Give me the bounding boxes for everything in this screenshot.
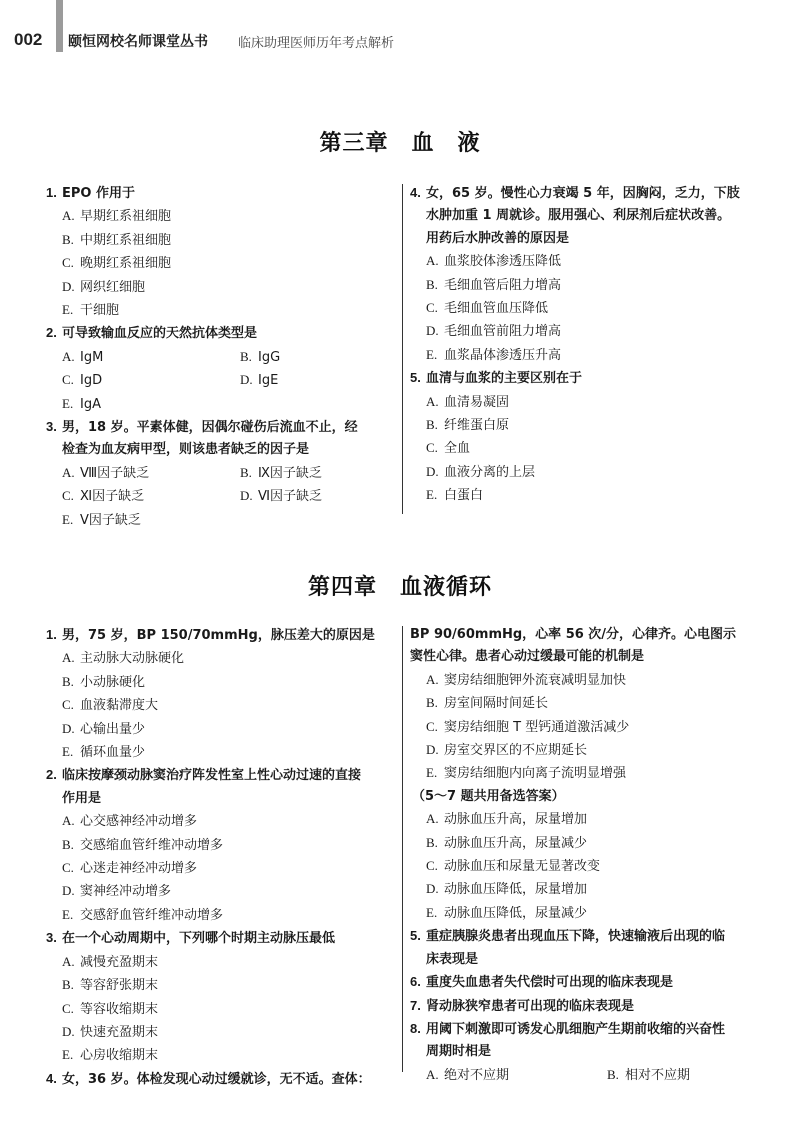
option-text: Ⅷ因子缺乏 bbox=[80, 465, 150, 481]
answer-option bbox=[410, 414, 770, 437]
answer-option bbox=[46, 647, 402, 670]
question-number: 5. bbox=[410, 928, 421, 944]
option-text: IgM bbox=[80, 349, 104, 365]
answer-option bbox=[224, 346, 402, 369]
option-letter: B. bbox=[62, 836, 74, 852]
option-row bbox=[46, 393, 402, 416]
option-text: 窦房结细胞内向离子流明显增强 bbox=[444, 766, 627, 782]
option-letter: B. bbox=[240, 464, 252, 480]
question-text: 可导致输血反应的天然抗体类型是 bbox=[62, 326, 258, 342]
series-title: 颐恒网校名师课堂丛书 bbox=[68, 34, 208, 50]
question-stem-continued bbox=[410, 949, 772, 971]
answer-option bbox=[46, 299, 402, 322]
option-text: 中期红系祖细胞 bbox=[80, 232, 172, 248]
option-letter: D. bbox=[62, 1023, 75, 1039]
chapter-3-left-column bbox=[46, 182, 402, 532]
option-text: 主动脉大动脉硬化 bbox=[80, 651, 185, 667]
question-stem-continued bbox=[46, 439, 402, 461]
option-letter: C. bbox=[426, 440, 438, 456]
chapter-4-right-column bbox=[410, 624, 772, 1087]
option-letter: E. bbox=[426, 346, 438, 362]
question-stem-continued bbox=[410, 228, 770, 250]
option-text: Ⅴ因子缺乏 bbox=[80, 512, 141, 528]
option-letter: A. bbox=[62, 208, 75, 224]
option-letter: C. bbox=[62, 488, 74, 504]
question-stem bbox=[410, 182, 770, 205]
option-text: 血液黏滞度大 bbox=[80, 698, 159, 714]
option-text: 动脉血压降低，尿量减少 bbox=[444, 905, 588, 921]
question-number: 3. bbox=[46, 930, 57, 946]
answer-option bbox=[591, 1064, 772, 1087]
answer-option bbox=[410, 832, 772, 855]
option-text: 血浆胶体渗透压降低 bbox=[444, 254, 562, 270]
option-text: IgA bbox=[80, 396, 101, 412]
question-text: 女，36 岁。体检发现心动过缓就诊，无不适。查体： bbox=[62, 1071, 371, 1087]
question-stem-continued: BP 90/60mmHg，心率 56 次/分，心律齐。心电图示 bbox=[410, 627, 737, 642]
question-number: 6. bbox=[410, 974, 421, 990]
question-stem-continued bbox=[410, 1041, 772, 1063]
question-number: 1. bbox=[46, 627, 57, 642]
answer-option bbox=[410, 320, 770, 343]
answer-option bbox=[410, 762, 772, 785]
option-letter: E. bbox=[62, 511, 74, 527]
option-text: 网织红细胞 bbox=[80, 279, 146, 295]
question-text: 女，65 岁。慢性心力衰竭 5 年，因胸闷，乏力，下肢 bbox=[426, 186, 740, 201]
question-stem bbox=[410, 1018, 772, 1041]
question-stem bbox=[46, 416, 402, 439]
option-text: 心输出量少 bbox=[80, 721, 146, 737]
option-text: 房室交界区的不应期延长 bbox=[444, 743, 588, 759]
option-text: IgD bbox=[80, 373, 103, 389]
option-text: 交感舒血管纤维冲动增多 bbox=[80, 907, 224, 923]
answer-option bbox=[410, 484, 770, 507]
question-text: 床表现是 bbox=[426, 951, 479, 967]
answer-option bbox=[410, 716, 772, 739]
answer-option bbox=[46, 741, 402, 764]
option-text: 晚期红系祖细胞 bbox=[80, 256, 172, 272]
option-letter: B. bbox=[62, 231, 74, 247]
question-stem-continued bbox=[410, 205, 770, 227]
chapter-3-title: 第三章 血 液 bbox=[319, 130, 481, 156]
option-letter: D. bbox=[426, 881, 439, 897]
question-stem bbox=[410, 971, 772, 994]
option-row bbox=[46, 485, 402, 508]
answer-option bbox=[46, 671, 402, 694]
option-letter: A. bbox=[62, 650, 75, 666]
option-letter: D. bbox=[62, 278, 75, 294]
option-letter: E. bbox=[62, 302, 74, 318]
question-text: 周期时相是 bbox=[426, 1044, 492, 1060]
option-letter: E. bbox=[426, 765, 438, 781]
answer-option bbox=[46, 369, 224, 392]
option-row bbox=[46, 509, 402, 532]
option-text: 血液分离的上层 bbox=[444, 464, 536, 480]
question-number: 4. bbox=[46, 1070, 57, 1086]
chapter-4-left-column bbox=[46, 624, 402, 1091]
answer-option bbox=[410, 902, 772, 925]
answer-option bbox=[46, 393, 228, 416]
answer-option bbox=[46, 346, 224, 369]
answer-option bbox=[46, 834, 402, 857]
option-letter: A. bbox=[62, 348, 75, 364]
option-text: Ⅸ因子缺乏 bbox=[258, 465, 322, 481]
question-stem bbox=[46, 182, 402, 205]
question-stem bbox=[410, 995, 772, 1018]
option-row bbox=[410, 1064, 772, 1087]
option-letter: A. bbox=[426, 253, 439, 269]
question-stem-continued: 窦性心律。患者心动过缓最可能的机制是 bbox=[410, 649, 645, 665]
answer-option bbox=[224, 462, 402, 485]
answer-option bbox=[410, 692, 772, 715]
answer-option bbox=[410, 1064, 591, 1087]
answer-option bbox=[46, 1044, 402, 1067]
option-letter: E. bbox=[426, 487, 438, 503]
option-row bbox=[46, 369, 402, 392]
answer-option bbox=[46, 462, 224, 485]
option-letter: D. bbox=[240, 372, 253, 388]
option-text: 血浆晶体渗透压升高 bbox=[444, 347, 562, 363]
option-text: 窦房结细胞钾外流衰减明显加快 bbox=[444, 672, 627, 688]
option-text: 动脉血压和尿量无显著改变 bbox=[444, 859, 601, 875]
answer-option bbox=[410, 391, 770, 414]
answer-option bbox=[410, 274, 770, 297]
answer-option bbox=[46, 857, 402, 880]
question-text: 用阈下刺激即可诱发心肌细胞产生期前收缩的兴奋性 bbox=[426, 1021, 726, 1037]
answer-option bbox=[410, 808, 772, 831]
option-text: 血清易凝固 bbox=[444, 394, 510, 410]
option-letter: C. bbox=[426, 300, 438, 316]
answer-option bbox=[46, 694, 402, 717]
option-letter: A. bbox=[62, 464, 75, 480]
option-letter: D. bbox=[426, 463, 439, 479]
question-stem bbox=[46, 624, 402, 647]
column-divider bbox=[402, 626, 403, 1072]
option-letter: C. bbox=[426, 718, 438, 734]
answer-option bbox=[46, 998, 402, 1021]
option-letter: E. bbox=[62, 744, 74, 760]
question-number: 2. bbox=[46, 767, 57, 783]
option-text: 纤维蛋白原 bbox=[444, 418, 510, 434]
question-stem bbox=[46, 1068, 402, 1091]
option-text: 白蛋白 bbox=[444, 488, 484, 504]
option-text: 小动脉硬化 bbox=[80, 674, 146, 690]
answer-option bbox=[46, 276, 402, 299]
option-letter: B. bbox=[426, 695, 438, 711]
option-letter: E. bbox=[426, 904, 438, 920]
question-text: 临床按摩颈动脉窦治疗阵发性室上性心动过速的直接 bbox=[62, 768, 362, 784]
page-number: 002 bbox=[14, 30, 43, 49]
option-text: 全血 bbox=[444, 441, 471, 457]
option-letter: A. bbox=[426, 671, 439, 687]
option-letter: E. bbox=[62, 906, 74, 922]
option-text: 毛细血管血压降低 bbox=[444, 301, 549, 317]
question-text: EPO 作用于 bbox=[62, 186, 135, 201]
option-letter: E. bbox=[62, 1047, 74, 1063]
answer-option bbox=[224, 369, 402, 392]
question-text: 重度失血患者失代偿时可出现的临床表现是 bbox=[426, 975, 674, 991]
answer-option bbox=[410, 739, 772, 762]
question-number: 1. bbox=[46, 185, 57, 200]
answer-option bbox=[46, 485, 224, 508]
option-text: Ⅵ因子缺乏 bbox=[258, 489, 322, 505]
option-text: 动脉血压降低，尿量增加 bbox=[444, 882, 588, 898]
question-text: 检查为血友病甲型，则该患者缺乏的因子是 bbox=[62, 442, 310, 458]
option-text: 心迷走神经冲动增多 bbox=[80, 861, 198, 877]
answer-option bbox=[46, 252, 402, 275]
question-number: 4. bbox=[410, 185, 421, 200]
answer-option bbox=[410, 669, 772, 692]
option-letter: C. bbox=[62, 255, 74, 271]
chapter-3-right-column bbox=[410, 182, 770, 508]
option-text: 毛细血管后阻力增高 bbox=[444, 277, 562, 293]
answer-option bbox=[46, 951, 402, 974]
option-text: 交感缩血管纤维冲动增多 bbox=[80, 837, 224, 853]
question-text: 男，18 岁。平素体健，因偶尔碰伤后流血不止，经 bbox=[62, 420, 358, 436]
option-letter: A. bbox=[426, 1066, 439, 1082]
question-text: 用药后水肿改善的原因是 bbox=[426, 230, 570, 246]
option-text: 等容舒张期末 bbox=[80, 978, 159, 994]
option-letter: E. bbox=[62, 395, 74, 411]
answer-option bbox=[410, 344, 770, 367]
option-letter: B. bbox=[62, 977, 74, 993]
answer-option bbox=[46, 1021, 402, 1044]
answer-option bbox=[410, 297, 770, 320]
question-stem-continued bbox=[46, 788, 402, 810]
answer-option bbox=[410, 855, 772, 878]
option-letter: C. bbox=[62, 1000, 74, 1016]
option-text: 等容收缩期末 bbox=[80, 1001, 159, 1017]
question-text: 血清与血浆的主要区别在于 bbox=[426, 371, 583, 387]
question-number: 2. bbox=[46, 325, 57, 341]
option-letter: C. bbox=[62, 860, 74, 876]
option-text: 相对不应期 bbox=[625, 1067, 691, 1083]
option-letter: A. bbox=[62, 953, 75, 969]
option-text: 循环血量少 bbox=[80, 745, 146, 761]
option-letter: D. bbox=[426, 323, 439, 339]
question-number: 7. bbox=[410, 997, 421, 1013]
question-stem bbox=[46, 764, 402, 787]
answer-option bbox=[224, 485, 402, 508]
option-letter: B. bbox=[607, 1066, 619, 1082]
question-text: 肾动脉狭窄患者可出现的临床表现是 bbox=[426, 998, 635, 1014]
option-text: IgE bbox=[258, 373, 279, 389]
page-header bbox=[14, 26, 794, 54]
option-letter: B. bbox=[62, 673, 74, 689]
answer-option bbox=[46, 904, 402, 927]
answer-option bbox=[46, 509, 228, 532]
option-text: 毛细血管前阻力增高 bbox=[444, 324, 562, 340]
question-text: 在一个心动周期中，下列哪个时期主动脉压最低 bbox=[62, 931, 336, 947]
option-text: 窦神经冲动增多 bbox=[80, 884, 172, 900]
question-stem bbox=[410, 925, 772, 948]
option-row bbox=[46, 346, 402, 369]
option-row bbox=[46, 462, 402, 485]
option-letter: C. bbox=[62, 372, 74, 388]
option-letter: B. bbox=[426, 276, 438, 292]
option-letter: D. bbox=[62, 720, 75, 736]
question-text: 重症胰腺炎患者出现血压下降，快速输液后出现的临 bbox=[426, 929, 726, 945]
answer-option bbox=[410, 437, 770, 460]
option-letter: C. bbox=[62, 697, 74, 713]
option-text: 心房收缩期末 bbox=[80, 1048, 159, 1064]
question-stem bbox=[46, 927, 402, 950]
option-text: 房室间隔时间延长 bbox=[444, 696, 549, 712]
question-number: 8. bbox=[410, 1020, 421, 1036]
shared-options-label: （5～7 题共用备选答案） bbox=[412, 788, 565, 804]
answer-option bbox=[46, 229, 402, 252]
option-letter: B. bbox=[426, 834, 438, 850]
question-stem bbox=[410, 367, 770, 390]
answer-option bbox=[410, 250, 770, 273]
answer-option bbox=[46, 205, 402, 228]
option-letter: A. bbox=[62, 813, 75, 829]
option-text: 心交感神经冲动增多 bbox=[80, 814, 198, 830]
answer-option bbox=[46, 880, 402, 903]
chapter-4-title: 第四章 血液循环 bbox=[307, 574, 492, 600]
option-letter: D. bbox=[240, 488, 253, 504]
option-text: 绝对不应期 bbox=[444, 1067, 510, 1083]
question-number: 3. bbox=[46, 419, 57, 435]
answer-option bbox=[46, 974, 402, 997]
option-letter: B. bbox=[426, 417, 438, 433]
question-stem bbox=[46, 322, 402, 345]
answer-option bbox=[46, 810, 402, 833]
option-text: 动脉血压升高，尿量减少 bbox=[444, 835, 588, 851]
option-text: IgG bbox=[258, 349, 281, 365]
option-text: 减慢充盈期末 bbox=[80, 954, 159, 970]
question-text: 水肿加重 1 周就诊。服用强心、利尿剂后症状改善。 bbox=[426, 208, 731, 224]
option-text: 早期红系祖细胞 bbox=[80, 209, 172, 225]
option-text: 窦房结细胞 T 型钙通道激活减少 bbox=[444, 719, 630, 735]
question-number: 5. bbox=[410, 370, 421, 386]
option-letter: D. bbox=[62, 883, 75, 899]
answer-option bbox=[46, 718, 402, 741]
option-letter: A. bbox=[426, 811, 439, 827]
question-text: 男，75 岁，BP 150/70mmHg，脉压差大的原因是 bbox=[62, 628, 375, 643]
option-text: 干细胞 bbox=[80, 303, 120, 319]
option-letter: D. bbox=[426, 742, 439, 758]
option-text: Ⅺ因子缺乏 bbox=[80, 489, 145, 505]
option-letter: A. bbox=[426, 393, 439, 409]
option-text: 快速充盈期末 bbox=[80, 1024, 159, 1040]
option-letter: C. bbox=[426, 858, 438, 874]
answer-option bbox=[410, 461, 770, 484]
book-title: 临床助理医师历年考点解析 bbox=[238, 36, 395, 51]
question-text: 作用是 bbox=[62, 790, 102, 806]
option-text: 动脉血压升高，尿量增加 bbox=[444, 812, 588, 828]
column-divider bbox=[402, 184, 403, 514]
header-bar bbox=[56, 0, 63, 52]
answer-option bbox=[410, 878, 772, 901]
option-letter: B. bbox=[240, 348, 252, 364]
